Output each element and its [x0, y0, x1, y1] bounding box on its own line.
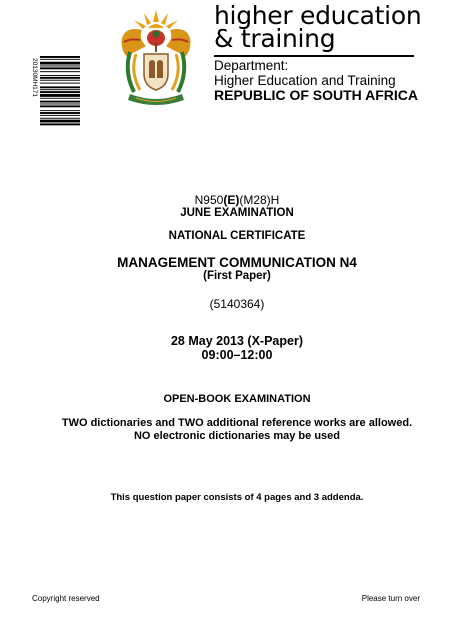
exam-session: JUNE EXAMINATION — [180, 207, 294, 219]
exam-type: OPEN-BOOK EXAMINATION — [163, 393, 311, 405]
barcode-bar — [40, 94, 80, 97]
barcode-bar — [40, 91, 80, 93]
barcode-bar — [40, 59, 80, 60]
instruction-electronic: NO electronic dictionaries may be used — [133, 430, 340, 442]
barcode-bar — [40, 112, 80, 114]
barcode-bar — [40, 71, 80, 72]
barcode — [30, 56, 90, 148]
barcode-bar — [40, 110, 80, 111]
barcode-bar — [40, 77, 80, 79]
barcode-bar — [40, 101, 80, 103]
footer-copyright: Copyright reserved — [32, 594, 100, 603]
barcode-bar — [40, 66, 80, 67]
barcode-bar — [40, 98, 80, 99]
exam-time: 09:00–12:00 — [201, 348, 273, 362]
department-label: Department: — [214, 58, 289, 73]
barcode-number: 20130MH171 — [31, 58, 38, 98]
barcode-bar — [40, 105, 80, 107]
barcode-bar — [40, 75, 80, 76]
paper-code-language: (E) — [223, 193, 240, 207]
barcode-bar — [40, 56, 80, 58]
barcode-bar — [40, 62, 80, 65]
brand-line-1: higher education — [214, 1, 422, 30]
barcode-bar — [40, 120, 80, 123]
barcode-bar — [40, 123, 80, 125]
paper-code-prefix: N950 — [194, 193, 224, 207]
subject-title: MANAGEMENT COMMUNICATION N4 — [117, 255, 357, 270]
barcode-bars — [40, 56, 90, 148]
coat-of-arms-logo — [116, 8, 196, 112]
barcode-bar — [40, 89, 80, 90]
barcode-bar — [40, 67, 80, 69]
subject-code: (5140364) — [209, 297, 265, 311]
country-name: REPUBLIC OF SOUTH AFRICA — [214, 87, 419, 103]
brand-title — [214, 1, 464, 53]
barcode-bar — [40, 118, 80, 119]
barcode-bar — [40, 83, 80, 84]
barcode-bar — [40, 104, 80, 105]
paper-code — [0, 193, 474, 207]
department-block — [214, 58, 464, 103]
exam-date: 28 May 2013 (X-Paper) — [170, 334, 303, 348]
barcode-bar — [40, 80, 80, 81]
instruction-dictionaries: TWO dictionaries and TWO additional reference works are allowed. — [61, 417, 413, 429]
certificate-title: NATIONAL CERTIFICATE — [168, 230, 306, 242]
paper-part: (First Paper) — [203, 270, 271, 282]
footer-turn-over: Please turn over — [361, 594, 420, 603]
brand-divider — [214, 55, 414, 57]
barcode-bar — [40, 86, 80, 88]
barcode-bar — [40, 115, 80, 116]
pages-note: This question paper consists of 4 pages and 3 addenda. — [110, 492, 364, 503]
paper-code-suffix: (M28)H — [239, 193, 280, 207]
department-name: Higher Education and Training — [214, 73, 396, 88]
brand-line-2: & training — [214, 24, 336, 53]
